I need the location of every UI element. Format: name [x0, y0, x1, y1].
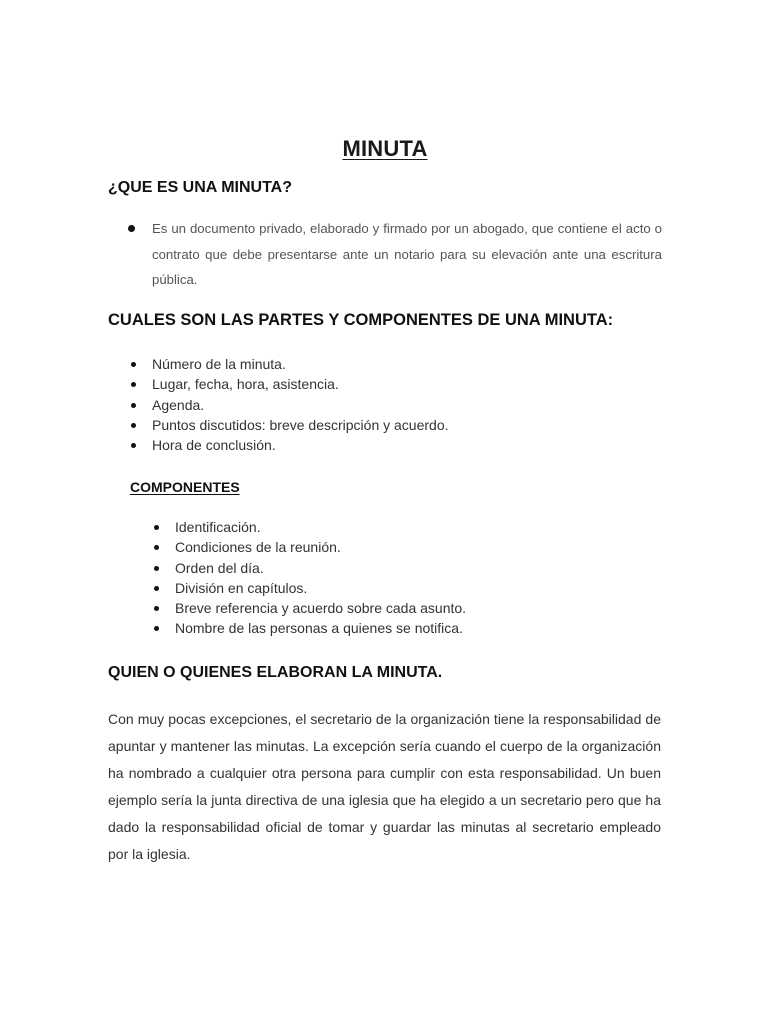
- document-title: MINUTA: [342, 136, 428, 161]
- list-item: Hora de conclusión.: [130, 435, 449, 455]
- bullet-icon: [154, 586, 159, 591]
- components-subheading: COMPONENTES: [130, 479, 240, 495]
- bullet-icon: [154, 606, 159, 611]
- list-item: Condiciones de la reunión.: [153, 537, 466, 557]
- definition-text: Es un documento privado, elaborado y firmado por un abogado, que contiene el acto o contrato que debe presentarse ante un notario para su elevación ante una escritura pública.: [152, 221, 662, 287]
- bullet-icon: [128, 225, 135, 232]
- bullet-icon: [154, 545, 159, 550]
- definition-block: [128, 216, 662, 293]
- list-item: Nombre de las personas a quienes se notifica.: [153, 618, 466, 638]
- bullet-icon: [154, 626, 159, 631]
- list-item: División en capítulos.: [153, 578, 466, 598]
- section-heading-parts: CUALES SON LAS PARTES Y COMPONENTES DE UNA MINUTA:: [108, 311, 614, 329]
- bullet-icon: [131, 382, 136, 387]
- section-heading-what-is: ¿QUE ES UNA MINUTA?: [108, 179, 292, 196]
- bullet-icon: [131, 403, 136, 408]
- bullet-icon: [154, 566, 159, 571]
- bullet-icon: [131, 362, 136, 367]
- parts-list: [130, 354, 449, 455]
- list-item: Puntos discutidos: breve descripción y acuerdo.: [130, 415, 449, 435]
- list-item: Orden del día.: [153, 558, 466, 578]
- components-list: [153, 517, 466, 639]
- section-heading-who: QUIEN O QUIENES ELABORAN LA MINUTA.: [108, 664, 443, 681]
- bullet-icon: [131, 443, 136, 448]
- list-item: Agenda.: [130, 395, 449, 415]
- list-item: Breve referencia y acuerdo sobre cada asunto.: [153, 598, 466, 618]
- bullet-icon: [154, 525, 159, 530]
- bullet-icon: [131, 423, 136, 428]
- who-paragraph: Con muy pocas excepciones, el secretario de la organización tiene la responsabilidad de apuntar y mantener las minutas. La excepción sería cuando el cuerpo de la organización ha nombrado a cualquier otra persona para cumplir con esta responsabilidad. Un buen ejemplo sería la junta directiva de una iglesia que ha elegido a un secretario pero que ha dado la responsabilidad oficial de tomar y guardar las minutas al secretario empleado por la iglesia.: [108, 711, 661, 862]
- list-item: Número de la minuta.: [130, 354, 449, 374]
- list-item: Lugar, fecha, hora, asistencia.: [130, 374, 449, 394]
- list-item: Identificación.: [153, 517, 466, 537]
